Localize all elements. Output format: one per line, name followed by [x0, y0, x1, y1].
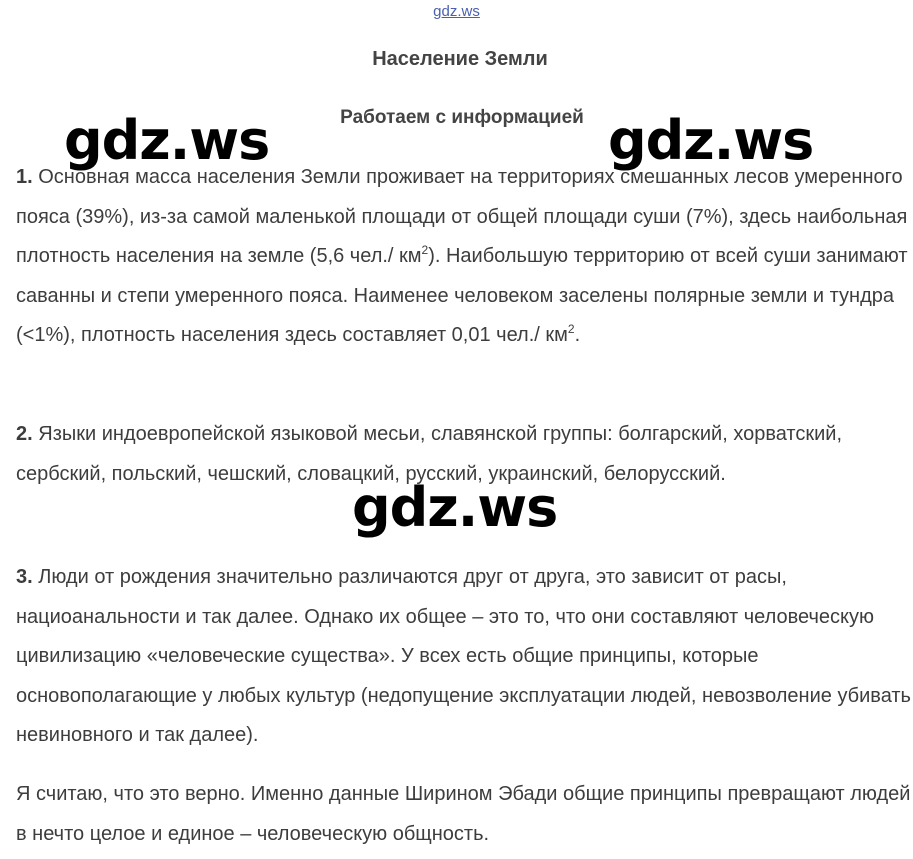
answer-text: .: [574, 324, 581, 346]
answer-number: 1.: [16, 166, 33, 188]
answer-3: [16, 558, 911, 756]
answer-1: [16, 158, 911, 356]
watermark: gdz.ws: [608, 109, 814, 172]
answer-text: Люди от рождения значительно различаются друг от друга, это зависит от расы, нациоанальности и так далее. Однако их общее – это то, что они составляют человеческую цивилизацию «человеческие существа». У всех есть общие принципы, которые основополагающие у любых культур (недопущение эксплуатации людей, невозволение убивать невиновного и так далее).: [16, 566, 911, 746]
answer-number: 3.: [16, 566, 33, 588]
superscript: 2: [421, 243, 429, 257]
page-title: Население Земли: [372, 48, 548, 70]
conclusion: [16, 775, 911, 854]
watermark: gdz.ws: [352, 476, 558, 539]
answer-text: Основная масса населения Земли проживает на территориях смешанных лесов умеренного пояса (39%), из-за самой маленькой площади от общей площади суши (7%), здесь наибольная плотность населения на земле (5,6 чел./ км: [16, 166, 908, 267]
site-link[interactable]: gdz.ws: [433, 3, 480, 20]
section-subtitle: Работаем с информацией: [340, 107, 584, 128]
answer-number: 2.: [16, 423, 33, 445]
answer-text: ). Наибольшую территорию от всей суши занимают саванны и степи умеренного пояса. Наименее человеком заселены полярные земли и тундра (<1%), плотность населения здесь составляет 0,01 чел./ км: [16, 245, 908, 346]
watermark: gdz.ws: [64, 109, 270, 172]
superscript: 2: [567, 322, 575, 336]
answer-text: Языки индоевропейской языковой месьи, славянской группы: болгарский, хорватский, сербский, польский, чешский, словацкий, русский, украинский, белорусский.: [16, 423, 843, 485]
conclusion-text: Я считаю, что это верно. Именно данные Ширином Эбади общие принципы превращают людей в нечто целое и единое – человеческую общность.: [16, 783, 911, 845]
